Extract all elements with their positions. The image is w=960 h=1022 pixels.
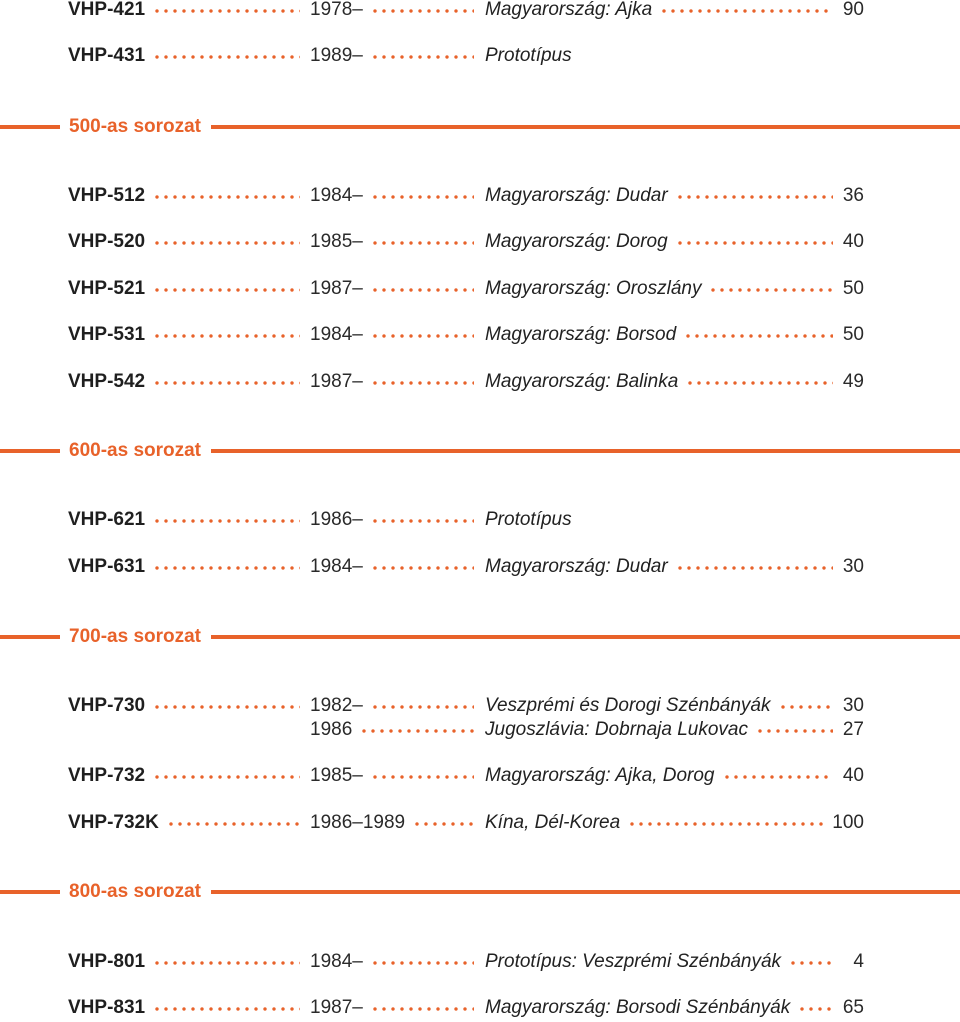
row-location: Magyarország: Ajka bbox=[485, 0, 653, 20]
header-rule-right bbox=[211, 635, 960, 639]
row-location: Magyarország: Dudar bbox=[485, 556, 668, 577]
table-row bbox=[0, 811, 960, 835]
row-quantity: 27 bbox=[842, 719, 864, 740]
row-year: 1989– bbox=[310, 45, 363, 66]
row-location: Prototípus bbox=[485, 509, 572, 530]
dot-leader bbox=[781, 705, 833, 709]
row-location: Magyarország: Borsodi Szénbányák bbox=[485, 997, 791, 1018]
dot-leader bbox=[800, 1007, 833, 1011]
dot-leader bbox=[373, 566, 474, 570]
table-row bbox=[0, 764, 960, 788]
table-row bbox=[0, 950, 960, 974]
row-code: VHP-621 bbox=[68, 509, 146, 530]
row-year: 1984– bbox=[310, 556, 363, 577]
dot-leader bbox=[169, 822, 300, 826]
row-code: VHP-431 bbox=[68, 45, 146, 66]
table-row bbox=[0, 44, 960, 68]
dot-leader bbox=[155, 1007, 300, 1011]
row-location: Magyarország: Dorog bbox=[485, 231, 668, 252]
dot-leader bbox=[662, 9, 833, 13]
row-year: 1986–1989 bbox=[310, 812, 406, 833]
dot-leader bbox=[155, 288, 300, 292]
row-year: 1984– bbox=[310, 324, 363, 345]
dot-leader bbox=[678, 195, 833, 199]
table-row bbox=[0, 555, 960, 579]
series-title: 800-as sorozat bbox=[69, 881, 202, 902]
dot-leader bbox=[711, 288, 833, 292]
row-quantity: 4 bbox=[853, 951, 864, 972]
dot-leader bbox=[688, 381, 833, 385]
header-rule-right bbox=[211, 125, 960, 129]
row-year: 1984– bbox=[310, 185, 363, 206]
row-year: 1986– bbox=[310, 509, 363, 530]
header-rule-left bbox=[0, 635, 60, 639]
dot-leader bbox=[373, 288, 474, 292]
row-location: Magyarország: Borsod bbox=[485, 324, 677, 345]
row-quantity: 90 bbox=[842, 0, 864, 20]
row-quantity: 36 bbox=[842, 185, 864, 206]
table-row bbox=[0, 694, 960, 718]
series-title: 700-as sorozat bbox=[69, 626, 202, 647]
header-rule-left bbox=[0, 890, 60, 894]
row-location: Prototípus: Veszprémi Szénbányák bbox=[485, 951, 782, 972]
row-code: VHP-801 bbox=[68, 951, 146, 972]
row-code: VHP-631 bbox=[68, 556, 146, 577]
dot-leader bbox=[373, 241, 474, 245]
row-code: VHP-531 bbox=[68, 324, 146, 345]
dot-leader bbox=[630, 822, 824, 826]
row-location: Magyarország: Oroszlány bbox=[485, 278, 702, 299]
series-header bbox=[0, 625, 960, 649]
dot-leader bbox=[373, 381, 474, 385]
row-quantity: 40 bbox=[842, 765, 864, 786]
row-quantity: 40 bbox=[842, 231, 864, 252]
row-year: 1985– bbox=[310, 231, 363, 252]
header-rule-left bbox=[0, 449, 60, 453]
table-row bbox=[0, 230, 960, 254]
row-year: 1978– bbox=[310, 0, 363, 20]
series-title: 500-as sorozat bbox=[69, 116, 202, 137]
dot-leader bbox=[686, 334, 833, 338]
row-location: Kína, Dél-Korea bbox=[485, 812, 621, 833]
dot-leader bbox=[725, 775, 833, 779]
dot-leader bbox=[415, 822, 474, 826]
header-rule-left bbox=[0, 125, 60, 129]
row-year: 1987– bbox=[310, 997, 363, 1018]
row-quantity: 100 bbox=[832, 812, 864, 833]
dot-leader bbox=[373, 9, 474, 13]
row-code: VHP-732K bbox=[68, 812, 159, 833]
row-quantity: 30 bbox=[842, 556, 864, 577]
dot-leader bbox=[678, 566, 833, 570]
row-location: Prototípus bbox=[485, 45, 572, 66]
table-row bbox=[0, 718, 960, 742]
row-quantity: 49 bbox=[842, 371, 864, 392]
dot-leader bbox=[155, 381, 300, 385]
row-location: Magyarország: Balinka bbox=[485, 371, 679, 392]
row-location: Veszprémi és Dorogi Szénbányák bbox=[485, 695, 771, 716]
row-year: 1985– bbox=[310, 765, 363, 786]
row-code: VHP-831 bbox=[68, 997, 146, 1018]
dot-leader bbox=[791, 961, 833, 965]
row-quantity: 30 bbox=[842, 695, 864, 716]
row-code: VHP-512 bbox=[68, 185, 146, 206]
row-quantity: 65 bbox=[842, 997, 864, 1018]
row-year: 1987– bbox=[310, 371, 363, 392]
header-rule-right bbox=[211, 890, 960, 894]
row-code: VHP-421 bbox=[68, 0, 146, 20]
dot-leader bbox=[373, 55, 474, 59]
row-location: Magyarország: Ajka, Dorog bbox=[485, 765, 715, 786]
row-year: 1984– bbox=[310, 951, 363, 972]
table-row bbox=[0, 508, 960, 532]
header-rule-right bbox=[211, 449, 960, 453]
dot-leader bbox=[155, 566, 300, 570]
series-header bbox=[0, 115, 960, 139]
row-location: Magyarország: Dudar bbox=[485, 185, 668, 206]
row-quantity: 50 bbox=[842, 324, 864, 345]
row-code: VHP-730 bbox=[68, 695, 146, 716]
dot-leader bbox=[155, 9, 300, 13]
dot-leader bbox=[373, 334, 474, 338]
table-row bbox=[0, 996, 960, 1020]
table-row bbox=[0, 370, 960, 394]
dot-leader bbox=[678, 241, 833, 245]
dot-leader bbox=[373, 775, 474, 779]
row-code: VHP-542 bbox=[68, 371, 146, 392]
series-header bbox=[0, 880, 960, 904]
series-title: 600-as sorozat bbox=[69, 440, 202, 461]
dot-leader bbox=[373, 961, 474, 965]
dot-leader bbox=[362, 729, 474, 733]
series-header bbox=[0, 439, 960, 463]
table-row bbox=[0, 277, 960, 301]
dot-leader bbox=[373, 195, 474, 199]
table-row bbox=[0, 0, 960, 22]
dot-leader bbox=[155, 195, 300, 199]
row-code: VHP-521 bbox=[68, 278, 146, 299]
dot-leader bbox=[373, 519, 474, 523]
dot-leader bbox=[155, 705, 300, 709]
dot-leader bbox=[155, 961, 300, 965]
dot-leader bbox=[758, 729, 833, 733]
dot-leader bbox=[373, 1007, 474, 1011]
dot-leader bbox=[155, 775, 300, 779]
dot-leader bbox=[373, 705, 474, 709]
dot-leader bbox=[155, 334, 300, 338]
dot-leader bbox=[155, 241, 300, 245]
row-year: 1986 bbox=[310, 719, 353, 740]
dot-leader bbox=[155, 519, 300, 523]
row-code: VHP-732 bbox=[68, 765, 146, 786]
row-location: Jugoszlávia: Dobrnaja Lukovac bbox=[485, 719, 748, 740]
row-year: 1982– bbox=[310, 695, 363, 716]
table-row bbox=[0, 184, 960, 208]
table-row bbox=[0, 323, 960, 347]
dot-leader bbox=[155, 55, 300, 59]
row-quantity: 50 bbox=[842, 278, 864, 299]
row-year: 1987– bbox=[310, 278, 363, 299]
row-code: VHP-520 bbox=[68, 231, 146, 252]
